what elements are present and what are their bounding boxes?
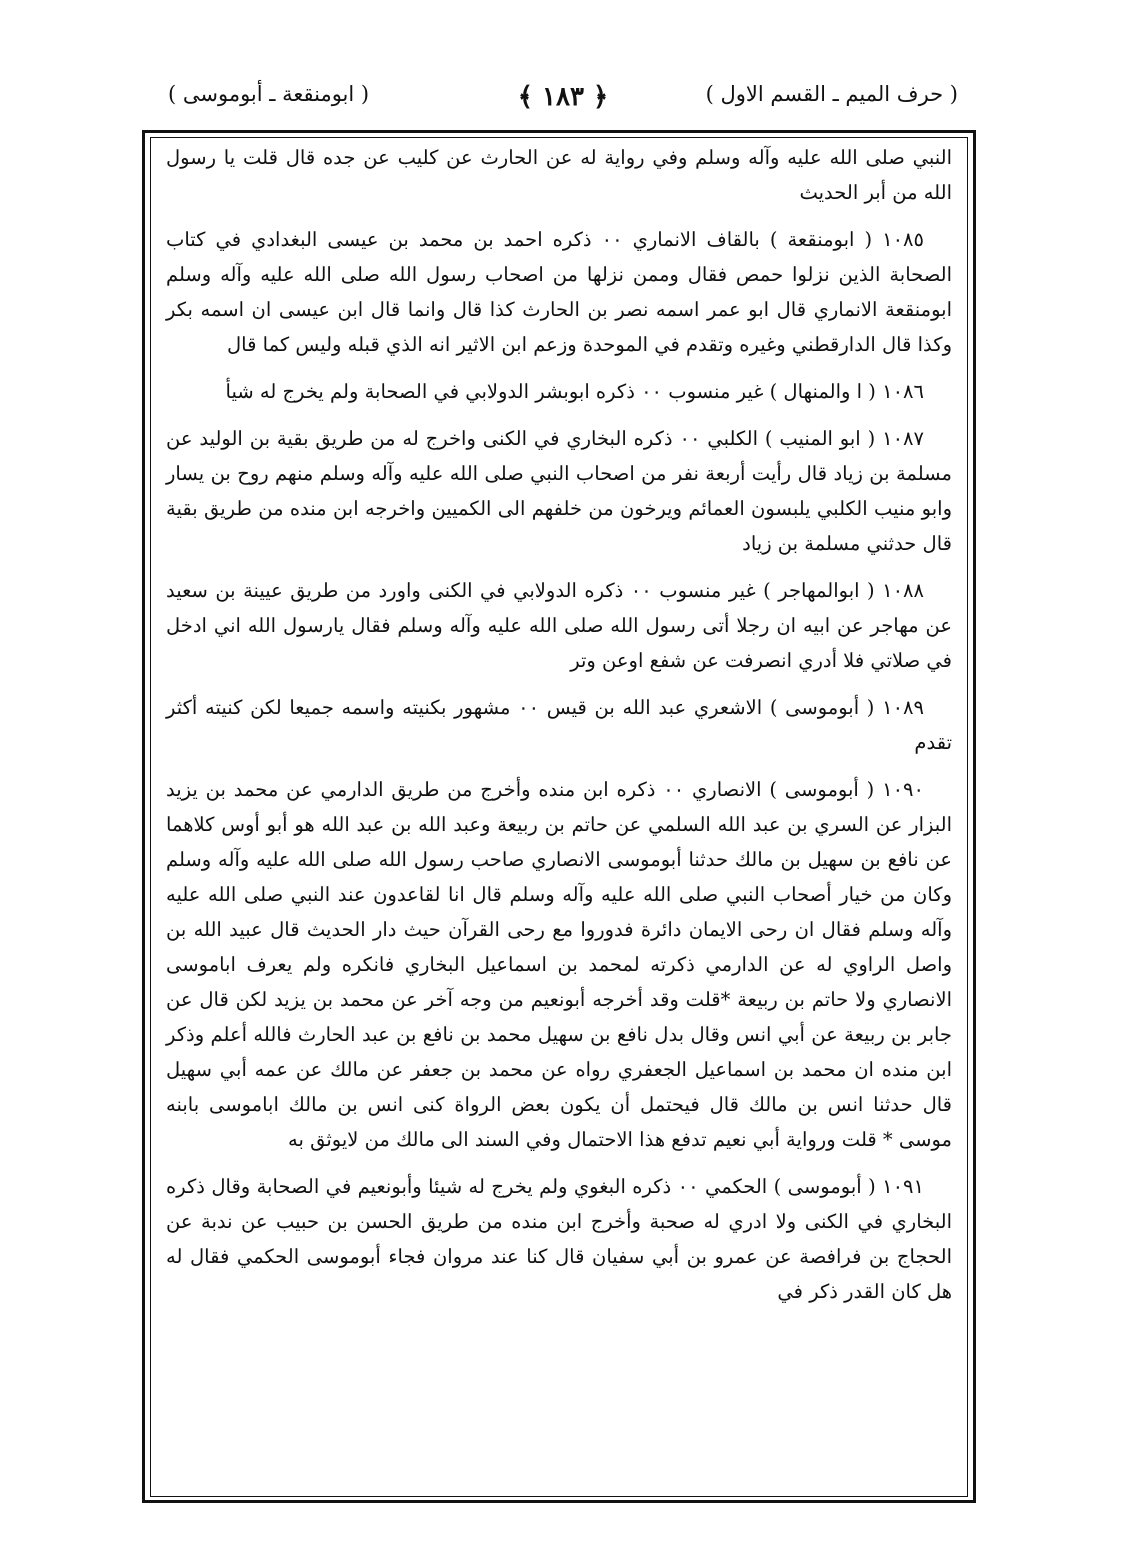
- entry-1088: ١٠٨٨ ( ابوالمهاجر ) غير منسوب ٠٠ ذكره الدولابي في الكنى واورد من طريق عيينة بن سعيد عن مهاجر عن ابيه ان رجلا أتى رسول الله صلى الله عليه وآله وسلم فقال يارسول الله اني ادخل في صلاتي فلا أدري انصرفت عن شفع اوعن وتر: [166, 579, 952, 672]
- entry-1085: ١٠٨٥ ( ابومنقعة ) بالقاف الانماري ٠٠ ذكره احمد بن محمد بن عيسى البغدادي في كتاب الصحابة الذين نزلوا حمص فقال وممن نزلها من اصحاب رسول الله صلى الله عليه وآله وسلم ابومنقعة الانماري قال ابو عمر اسمه نصر بن الحارث كذا قال وانما قال ابن عيسى ان اسمه بكر وكذا قال الدارقطني وغيره وتقدم في الموحدة وزعم ابن الاثير انه الذي قبله وليس كما قال: [166, 228, 952, 356]
- body-text: [166, 140, 952, 1321]
- entry-1087: ١٠٨٧ ( ابو المنيب ) الكلبي ٠٠ ذكره البخاري في الكنى واخرج له من طريق بقية بن الوليد عن مسلمة بن زياد قال رأيت أربعة نفر من اصحاب النبي صلى الله عليه وآله وسلم منهم روح بن يسار وابو منيب الكلبي يلبسون العمائم ويرخون من خلفهم الى الكميين واخرجه ابن منده من طريق بقية قال حدثني مسلمة بن زياد: [166, 427, 952, 555]
- continuation-paragraph: النبي صلى الله عليه وآله وسلم وفي رواية له عن الحارث عن كليب عن جده قال قلت يا رسول الله من أبر الحديث: [166, 146, 952, 204]
- section-heading: ( ابومنقعة ـ أبوموسى ): [168, 82, 370, 106]
- entry-1091: ١٠٩١ ( أبوموسى ) الحكمي ٠٠ ذكره البغوي ولم يخرج له شيئا وأبونعيم في الصحابة وقال ذكره البخاري في الكنى ولا ادري له صحبة وأخرج ابن منده من طريق الحسن بن حبيب عن ندبة عن الحجاج بن فرافصة عن عمرو بن أبي سفيان قال كنا عند مروان فجاء أبوموسى الحكمي فقال له هل كان القدر ذكر في: [166, 1175, 952, 1303]
- chapter-heading: ( حرف الميم ـ القسم الاول ): [705, 82, 958, 106]
- entry-1090: ١٠٩٠ ( أبوموسى ) الانصاري ٠٠ ذكره ابن منده وأخرج من طريق الدارمي عن محمد بن يزيد البزار عن السري بن عبد الله السلمي عن حاتم بن ربيعة وعبد الله بن عبد الله هو أبو أوس كلاهما عن نافع بن سهيل بن مالك حدثنا أبوموسى الانصاري صاحب رسول الله صلى الله عليه وآله وسلم وكان من خيار أصحاب النبي صلى الله عليه وآله وسلم قال انا لقاعدون عند النبي صلى الله عليه وآله وسلم فقال ان رحى الايمان دائرة فدوروا مع رحى القرآن حيث دار الحديث قال عبيد الله بن واصل الراوي له عن الدارمي ذكرته لمحمد بن اسماعيل البخاري فانكره ولم يعرف اباموسى الانصاري ولا حاتم بن ربيعة *قلت وقد أخرجه أبونعيم من وجه آخر عن محمد بن يزيد لكن قال عن جابر بن ربيعة عن أبي انس وقال بدل نافع بن سهيل محمد بن نافع بن عبد الحارث فالله أعلم وذكر ابن منده ان محمد بن اسماعيل الجعفري رواه عن محمد بن جعفر عن مالك عن عمه أبي سهيل قال حدثنا انس بن مالك قال فيحتمل أن يكون بعض الرواة كنى انس بن مالك اباموسى بابنه موسى * قلت ورواية أبي نعيم تدفع هذا الاحتمال وفي السند الى مالك من لايوثق به: [166, 778, 952, 1151]
- entry-1089: ١٠٨٩ ( أبوموسى ) الاشعري عبد الله بن قيس ٠٠ مشهور بكنيته واسمه جميعا لكن كنيته أكثر تقدم: [166, 696, 952, 754]
- page-number: ﴿ ١٨٣ ﴾: [517, 82, 609, 112]
- running-header: [168, 82, 958, 122]
- entry-1086: ١٠٨٦ ( ا والمنهال ) غير منسوب ٠٠ ذكره ابوبشر الدولابي في الصحابة ولم يخرج له شيأ: [225, 380, 924, 403]
